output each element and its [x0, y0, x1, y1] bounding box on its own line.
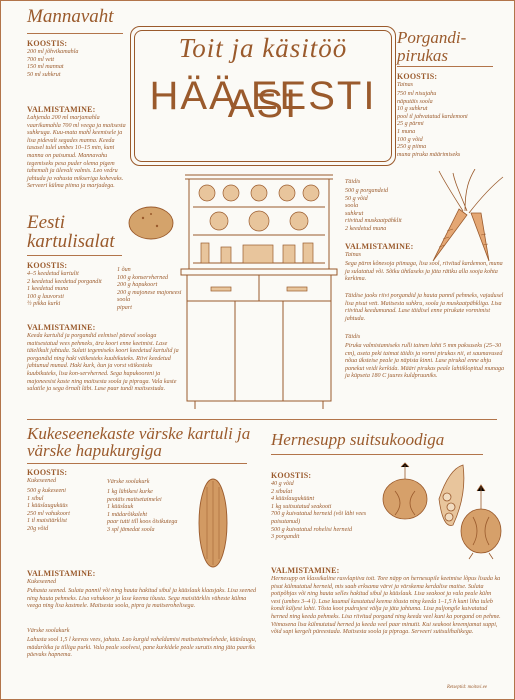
carrots-illustration	[419, 169, 509, 264]
porgandipirukas-taidis-method: Piruka valmistamiseks rulli tainen lahti 5 mm paksuseks (25–30 cm), aseta peki taimat täidis ja vormi pirukas nii, et saumavused nõua üksteise peale ja näpista kinni. Lase pirukal enne ahju panekut veidi kerkida. Määri pirukas peale lahtiklopitud munaga ja küpseta 180 C juures kuldpruuniks.	[345, 343, 505, 380]
ingredient: 150 ml mannat	[27, 64, 64, 71]
hernesupp-koostis-label: KOOSTIS:	[271, 471, 312, 480]
ingredient: muna piruka määrimiseks	[397, 151, 461, 158]
ingredient: 1 õun	[117, 267, 131, 273]
ingredient: 50 ml suhkrut	[27, 71, 61, 78]
ingredient: suhkrut	[345, 210, 364, 217]
ingredient: 500 g kuivatatud rohelisi herneid	[271, 526, 353, 533]
ingredient: 200 g hapukoort	[117, 282, 158, 289]
porgandipirukas-taidis-method-text: Täidise jaoks riivi porgandid ja hauta pannil pehmeks, vajadusel lisa pisut vett. Maitsesta suhkru, soola ja muskaatpähkliga. Lisa riivitud keedumunad. Lase täidisel enne pirukate vormimist jahtuda.	[345, 293, 504, 322]
ingredient: 1 tl maisitärklist	[27, 518, 67, 525]
ingredient: näputäis soola	[397, 98, 433, 105]
porgandipirukas-koostis-label: KOOSTIS:	[397, 72, 438, 81]
kukeseen-valmistamine-label: VALMISTAMINE:	[27, 569, 96, 578]
porgandipirukas-tainas-list	[397, 91, 507, 159]
porgandipirukas-tainas-method-label: Tainas	[345, 252, 362, 258]
porgandipirukas-valmistamine-label: VALMISTAMINE:	[345, 242, 414, 251]
divider	[27, 33, 123, 34]
mannavaht-koostis-label: KOOSTIS:	[27, 39, 68, 48]
divider	[271, 454, 483, 455]
kartulisalat-ingredients-1	[27, 271, 117, 309]
ingredient: soola	[117, 297, 131, 304]
ingredient: 500 g kukeseeni	[27, 488, 66, 494]
kukeseen-kk-method-label: Kukeseened	[27, 579, 57, 585]
ingredient: 1 kg suitsutatud seakooti	[271, 503, 332, 510]
recipe-credit: Retseptid: moitsvi.ee	[447, 685, 487, 690]
mannavaht-valmistamine-label: VALMISTAMINE:	[27, 105, 96, 114]
divider	[27, 463, 247, 464]
headline-banner	[130, 26, 396, 166]
ingredient: 200 g majonese majoneesi	[117, 289, 182, 296]
ingredient: 2 keedetud keedetud porgandit	[27, 278, 102, 285]
ingredient: pipart	[117, 304, 132, 311]
kartulisalat-valmistamine-label: VALMISTAMINE:	[27, 323, 96, 332]
ingredient: ½ pikka kurki	[27, 301, 61, 308]
ingredient: 1 küüslauguküüs	[27, 503, 68, 510]
ingredient: 100 g konservherned	[117, 274, 169, 281]
onion-peas-illustration	[377, 461, 507, 561]
kartulisalat-koostis-label: KOOSTIS:	[27, 261, 68, 270]
porgandipirukas-tainas-label: Tainas	[397, 82, 414, 88]
ingredient: 4–5 keedetud kartulit	[27, 271, 79, 277]
kukeseen-kk-method: Puhasta seened. Sulata pannil või ning hauta hakitud sibul ja küüslauk klaasjaks. Lisa seened ning hauta pehmeks. Lisa vahukoor ja lase keema tõusta. Sega maisitärklis väheste külma veega ning lisa kastmele. Maitsesta soola, pipra ja maitserohelisega.	[27, 588, 257, 610]
ingredient: 100 g lauvorsti	[27, 293, 64, 300]
ingredient: 250 g piima	[397, 144, 427, 151]
ingredient: peotäis maitsetaimelei	[107, 496, 162, 503]
kukeseen-vs-method-label: Värske soolakurk	[27, 628, 70, 634]
ingredient: 2 keedetud muna	[345, 225, 387, 232]
divider	[397, 66, 493, 67]
kukeseen-kukeseened-label: Kukeseened	[27, 478, 57, 484]
ingredient: 100 g võid	[397, 136, 423, 143]
ingredient: 500 g porgandeid	[345, 188, 389, 194]
mannavaht-method: Lahjenda 200 ml marjamahla vaarikamahla 700 ml veega ja maitsesta suhkruga. Kuu-mata mahl keemisele ja lisa pidevalt segades manna. Keeda tasasel tulel umbes 10–15 min, kuni manna on paisunud. Mannavahu tegemiseks pesa puder olema pigem tahemalt ja ülevalt valmis. Leo vedru jahtuda ja vahusta mikseriga kohevaks. Serveeri külma piima ja marjadega.	[27, 115, 126, 190]
section-divider	[27, 419, 497, 420]
porgandipirukas-title: Porgandi- pirukas	[397, 28, 467, 65]
ingredient: riivitud muskaatpähklit	[345, 218, 402, 225]
ingredient: 700 ml vett	[27, 56, 55, 63]
kukeseen-vs-method: Lahusta sool 1,5 l keevas vees, jahuta. Lao kurgid vaheldamisi maitsetaimelehede, küüslaugu, mädarõika ja tilliga purki. Vala peale soolvesi, pane kurkidele peale surutis ning jäta paariks päevaks hapnema.	[27, 637, 257, 659]
mannavaht-title: Mannavaht	[27, 6, 114, 27]
ingredient: 1 küüslauk	[107, 504, 134, 511]
ingredient: 3 spl jämedat soola	[107, 526, 155, 533]
kukeseen-kukeseened-list	[27, 488, 107, 534]
ingredient: paar tutti till koos õisikutega	[107, 519, 178, 526]
ingredient: 3 porgandit	[271, 534, 300, 541]
cupboard-illustration	[179, 173, 339, 413]
ingredient: 25 g pärmi	[397, 121, 424, 128]
hernesupp-method: Hernesupp on klassikaline rasvlapiiva toit. Tore näpp on hernesupile keetmise lõpus lisada ka pisut külmutatud herneid, mis saab erksama värvi ja värskema kerdalise maitse. Sulata potipõhjas või ning hauta selles hakitud sibul ja küüslauk. Lisa seakoot ja vala peale külm vesi (umbes 3–4 l). Lase kuumal kasutatud keema tõusta ning keeda 1–1,5 h kuni liha tuleb kondi küljest lahti. Tõsta koot pudrujest välja ja jäta jahtuma. Lisa puljongile kuivatatud herned ning keeda pehmeks. Lisa riivitud porgand ning keeda veel kuni ka porgand on pehme. Viimasena lisa külmutatud herned ja keeda veel paar minutit. Kui seakoot kreemjamat suppi, võid sapi kergelt püreestada. Maitsesta soola ja pipraga. Serveeri suitsulihalikega.	[271, 576, 501, 636]
ingredient: pool tl jahvatatud kardemoni	[397, 113, 468, 120]
ingredient: 1 kg lühikesi kurke	[107, 489, 153, 495]
kartulisalat-method: Keeda kartulid ja porgandid eelmisel päeval soolaga maitsestatud vees pehmeks, ära koori enne keetmist. Lase täielikult jahtuda. Sulati tegemiseks koori keedetud kartulid ja porgandid ning haki väikesteks kuubikuteks. Riivi keedetud jahtunud munad. Haki kurk, õun ja vorst väikesteks kuubikuteks, lisa kon-servherned. Sega hapukooreni ja majoneesist kaste ning maitsesta soola ja pipraga. Vala kaste salatile ja sega õrnalt läbi. Lase paar tundi maitsestuda.	[27, 333, 179, 393]
cucumber-illustration	[193, 475, 233, 571]
banner-headline: HÄÄ EESTI ASI	[149, 74, 377, 126]
porgandipirukas-taidis-method-label: Täidis	[345, 334, 361, 340]
hernesupp-ingredients	[271, 481, 379, 542]
porgandipirukas-taidis-label: Täidis	[345, 179, 361, 185]
hernesupp-valmistamine-label: VALMISTAMINE:	[271, 566, 340, 575]
ingredient: 700 g kuivatatud herneid (või läbi vees paisutanud)	[271, 511, 367, 525]
ingredient: 40 g võid	[271, 481, 294, 487]
ingredient: 1 keedetud muna	[27, 286, 69, 293]
kukeseen-soolakurk-label: Värske soolakurk	[107, 479, 150, 485]
ingredient: 250 ml vahukoort	[27, 510, 70, 517]
ingredient: 1 sibul	[27, 495, 44, 502]
porgandipirukas-tainas-method: Sega pärm kõnesoja piimaga, lisa sool, riivitud kardemon, muna ja sulatatud või. Sõtku ühtlaseks ja jäta rätiku alla sooja kohta kerkima.	[345, 261, 503, 283]
kartulisalat-title: Eesti kartulisalat	[27, 212, 115, 252]
banner-script: Toit ja käsitöö	[178, 33, 348, 63]
kartulisalat-ingredients-2	[117, 267, 187, 313]
kukeseen-koostis-label: KOOSTIS:	[27, 468, 68, 477]
potato-illustration	[125, 204, 177, 242]
divider	[27, 255, 122, 256]
ingredient: soola	[345, 203, 359, 210]
kukeseen-title: Kukeseenekaste värske kartuli ja värske hapukurgiga	[27, 424, 251, 460]
ingredient: 200 ml jõhvikamahla	[27, 49, 79, 55]
mannavaht-ingredients	[27, 49, 127, 79]
ingredient: 10 g suhkrut	[397, 106, 428, 113]
ingredient: 2 sibulat	[271, 488, 293, 495]
ingredient: 750 ml nisujahu	[397, 91, 437, 97]
kukeseen-soolakurk-list	[107, 489, 191, 535]
ingredient: 1 muna	[397, 128, 416, 135]
hernesupp-title: Hernesupp suitsukoodiga	[271, 430, 445, 449]
ingredient: 1 mädarõikaleht	[107, 511, 148, 518]
ingredient: 50 g võid	[345, 195, 368, 202]
ingredient: 4 küüslauguküünt	[271, 496, 315, 503]
ingredient: 20g võid	[27, 525, 49, 532]
